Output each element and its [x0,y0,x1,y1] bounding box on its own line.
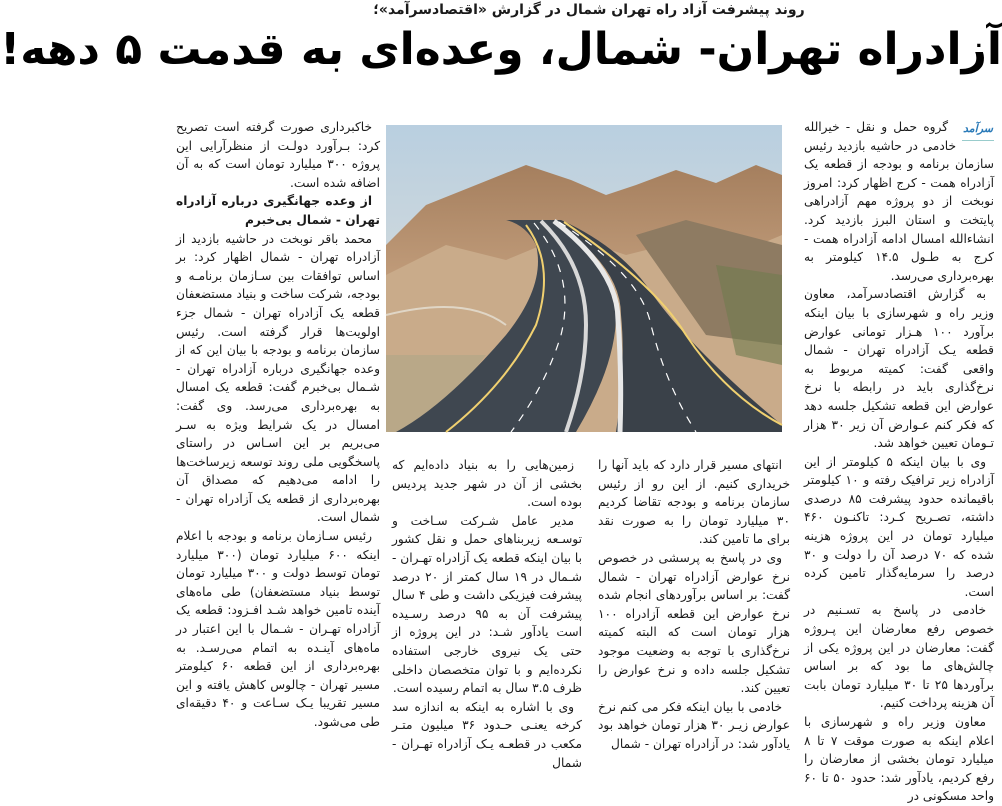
paragraph: گروه حمل و نقل - خیرالله خادمی در حاشیه بازدید رئیس سازمان برنامه و بودجه از قطعه یک آزادراه همت - کرج اظهار کرد: امروز نوبخت از دو پروژه مهم آزادراهی پایتخت و استان البرز بازدید کرد. انشاءالله امسال ادامه آزادراه همت - کرج به طـول ۱۴.۵ کیلومتر به بهره‌برداری می‌رسد. [804,120,994,283]
paragraph: زمین‌هایی را به بنیاد داده‌ایم که بخشی از آن در شهر جدید پردیس بوده است. [392,458,582,510]
paragraph: معاون وزیر راه و شهرسازی با اعلام اینکه به صورت موقت ۷ تا ۸ میلیارد تومان بخشی از معارضان را رفع کردیم، یادآور شد: حدود ۵۰ تا ۶۰ واحد مسکونی در [804,715,995,804]
paragraph: وی در پاسخ به پرسشی در خصوص نرخ عوارض آزادراه تهران - شمال گفت: بر اساس برآوردهای انجام شده نرخ عوارض این قطعه آزادراه ۱۰۰ هزار تومان است که البته کمیته نرخ‌گذاری با توجه به وضعیت موجود تشکیل جلسه داده و نرخ عوارض را تعیین کند. [598,550,790,696]
paragraph: وی با بیان اینکه ۵ کیلومتر از این آزادراه زیر ترافیک رفته و ۱۰ کیلومتر باقیمانده حدود پیشرفت ۸۵ درصدی داشته، تصـریح کـرد: تاکنـون ۴۶۰ میلیارد تومان در این پروژه هزینه شده که ۷۰ درصد آن را دولت و ۳۰ درصد را سرمایه‌گذار تامین کرده است. [804,454,994,599]
subheading: از وعده جهانگیری درباره آزادراه تهران - شمال بی‌خبرم [176,194,380,227]
highway-photo [386,125,782,432]
paragraph: وی با اشاره به اینکه به اندازه سد کرخه یعنـی حـدود ۳۶ میلیون متـر مکعب در قطعـه یـک آزادراه تهـران - شمال [392,699,582,770]
article-kicker: روند پیشرفت آزاد راه تهران شمال در گزارش «اقتصادسرآمد»؛ [373,2,805,18]
paragraph: مدیر عامل شـرکت سـاخت و توسـعه زیربناهای حمل و نقل کشور با بیان اینکه قطعه یک آزادراه تهـران - شـمال در ۱۹ سال کمتر از ۲۰ درصد پیشرفت فیزیکی داشت و طی ۴ سال پیشرفت آن به ۹۵ درصد رسـیده است یادآور شـد: در این پروژه از حتی یک نیروی خارجی استفاده نکرده‌ایم و با توان متخصصان داخلی ظرف ۳.۵ سال به اتمام رسیده است. [392,513,583,696]
article-column-4 [176,118,381,729]
paragraph: خادمی با بیان اینکه فکر می کنم نرخ عوارض زیـر ۳۰ هزار تومان خواهد بود یادآور شد: در آزادراه تهران - شمال [598,699,790,751]
paragraph: خاکبرداری صورت گرفته است تصریح کرد: بـرآورد دولـت از منظرآرایی این پروژه ۳۰۰ میلیارد تومان است که به آن اضافه شده است. [176,120,381,190]
article-column-1 [804,118,995,804]
paragraph: خادمی در پاسخ به تسـنیم در خصوص رفع معارضان این پـروژه گفت: معارضان در این پروژه یکی از چالش‌های ما بود که بر اساس برآوردها ۲۵ تا ۳۰ میلیارد تومان بابت آن هزینه پرداخت کنیم. [804,603,994,711]
highway-illustration [386,125,782,432]
paragraph: محمد باقر نوبخت در حاشیه بازدید از آزادراه تهران - شمال اظهار کرد: بر اساس توافقات بین سـازمان برنامـه و بودجه، شرکت ساخت و بنیاد مستضعفان قطعه یک آزادراه تهران - شمال جزء اولویت‌ها قرار گرفته است. رئیس سازمان برنامه و بودجه با بیان این که از وعده جهانگیری درباره آزادراه تهران - شـمال بی‌خبرم گفت: قطعه یک امسال به بهره‌برداری می‌رسد. وی گفت: امسال در یک شرایط ویژه به سـر می‌بریم بر این اسـاس در راستای پاسخگویی ملی روند توسعه زیرساخت‌ها را ادامه می‌دهیم که مصداق آن بهره‌برداری از قطعه یک آزادراه تهران - شمال است. [176,231,380,525]
paragraph: انتهای مسیر قرار دارد که باید آنها را خریداری کنیم. از این رو از رئیس سازمان برنامه و بودجه تقاضا کردیم ۳۰ میلیارد تومان را به صورت نقد برای ما تامین کند. [598,458,790,547]
article-headline: آزادراه تهران- شمال، وعده‌ای به قدمت ۵ دهه! [0,24,1002,75]
paragraph: به گزارش اقتصادسرآمد، معاون وزیر راه و شهرسازی با بیان اینکه برآورد ۱۰۰ هـزار تومانی عوارض قطعه یـک آزادراه تهران - شمال واقعی گفت: کمیته مربوط به نرخ‌گذاری باید در رابطه با نرخ عوارض این قطعه تشکیل جلسه دهد که فکر کنم عـوارض آن زیر ۳۰ هزار تـومان تعیین خواهد شد. [804,287,995,451]
article-column-3 [392,456,583,770]
paragraph: رئیس سـازمان برنامه و بودجه با اعلام اینکه ۶۰۰ میلیارد تومان (۳۰۰ میلیارد تومان توسط دولت و ۳۰۰ میلیارد تومان توسط بنیاد مستضعفان) طی ماه‌های آینده تامین خواهد شـد افـزود: قطعه یک آزادراه تهـران - شـمال با این اعتبار در ماه‌های آینـده به اتمام می‌رسـد. به بهره‌برداری از این قطعه ۶۰ کیلومتر مسیر تهران - چالوس کاهش یافته و این مسیر تقریبا یـک سـاعت و ۴۰ دقیقه‌ای طی می‌شود. [176,529,380,729]
article-column-2 [598,456,790,751]
publication-logo: سرآمد [962,118,994,141]
